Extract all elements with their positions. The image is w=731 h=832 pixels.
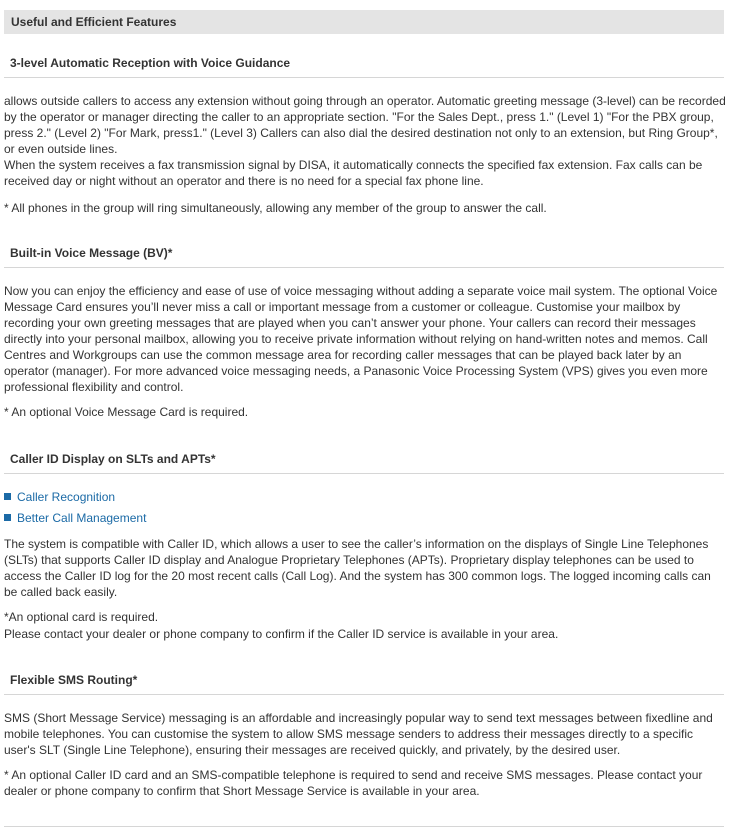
section-divider <box>4 77 724 78</box>
bullet-square-icon <box>4 493 11 500</box>
section-paragraph: allows outside callers to access any extension without going through an operator. Automatic greeting message (3-level) can be recorded by the operator or manager directing the caller to an appropriate section. "For the Sales Dept., press 1." (Level 1) "For the PBX group, press 2." (Level 2) "For Mark, press1." (Level 3) Callers can also dial the desired destination not only to an extension, but Ring Group*, or even outside lines. <box>4 94 726 156</box>
section-note: * An optional Caller ID card and an SMS-compatible telephone is required to send and receive SMS messages. Please contact your dealer or phone company to confirm that Short Message Service is available in your area. <box>4 768 703 798</box>
link-label[interactable]: Caller Recognition <box>17 490 116 504</box>
section-note: *An optional card is required. <box>4 610 159 624</box>
section-note: * All phones in the group will ring simultaneously, allowing any member of the group to answer the call. <box>4 201 547 215</box>
section-title-reception: 3-level Automatic Reception with Voice Guidance <box>10 56 291 70</box>
page-title: Useful and Efficient Features <box>4 10 724 34</box>
section-title-caller-id: Caller ID Display on SLTs and APTs* <box>10 452 216 466</box>
section-title-sms-routing: Flexible SMS Routing* <box>10 673 138 687</box>
section-divider <box>4 694 724 695</box>
section-paragraph: Now you can enjoy the efficiency and ease of use of voice messaging without adding a separate voice mail system. The optional Voice Message Card ensures you’ll never miss a call or important message from a customer or colleague. Customise your mailbox by recording your own greeting messages that are played when you can’t answer your phone. Your callers can record their messages directly into your personal mailbox, allowing you to receive private information without relying on hand-written notes and memos. Call Centres and Workgroups can use the common message area for recording caller messages that can be played back later by an operator (manager). For more advanced voice messaging needs, a Panasonic Voice Processing System (VPS) gives you even more professional flexibility and control. <box>4 284 718 394</box>
link-caller-recognition[interactable] <box>4 489 115 505</box>
section-note: Please contact your dealer or phone company to confirm if the Caller ID service is available in your area. <box>4 627 559 641</box>
section-paragraph: The system is compatible with Caller ID, which allows a user to see the caller’s information on the displays of Single Line Telephones (SLTs) that supports Caller ID display and Analogue Proprietary Telephones (APTs). Proprietary display telephones can be used to access the Caller ID log for the 20 most recent calls (Call Log). And the system has 300 common logs. The logged incoming calls can be called back easily. <box>4 537 711 599</box>
section-paragraph: SMS (Short Message Service) messaging is an affordable and increasingly popular way to send text messages between fixedline and mobile telephones. You can customise the system to allow SMS message senders to address their messages directly to a specific user's SLT (Single Line Telephone), ensuring their messages are received quickly, and privately, by the desired user. <box>4 711 713 757</box>
section-divider <box>4 267 724 268</box>
section-note: * An optional Voice Message Card is required. <box>4 405 249 419</box>
bullet-square-icon <box>4 514 11 521</box>
link-better-call-management[interactable] <box>4 510 146 526</box>
section-divider <box>4 473 724 474</box>
link-label[interactable]: Better Call Management <box>17 511 147 525</box>
section-paragraph: When the system receives a fax transmission signal by DISA, it automatically connects the specified fax extension. Fax calls can be received day or night without an operator and there is no need for a special fax phone line. <box>4 158 703 188</box>
page-bottom-divider <box>4 826 724 827</box>
section-title-voice-message: Built-in Voice Message (BV)* <box>10 246 173 260</box>
